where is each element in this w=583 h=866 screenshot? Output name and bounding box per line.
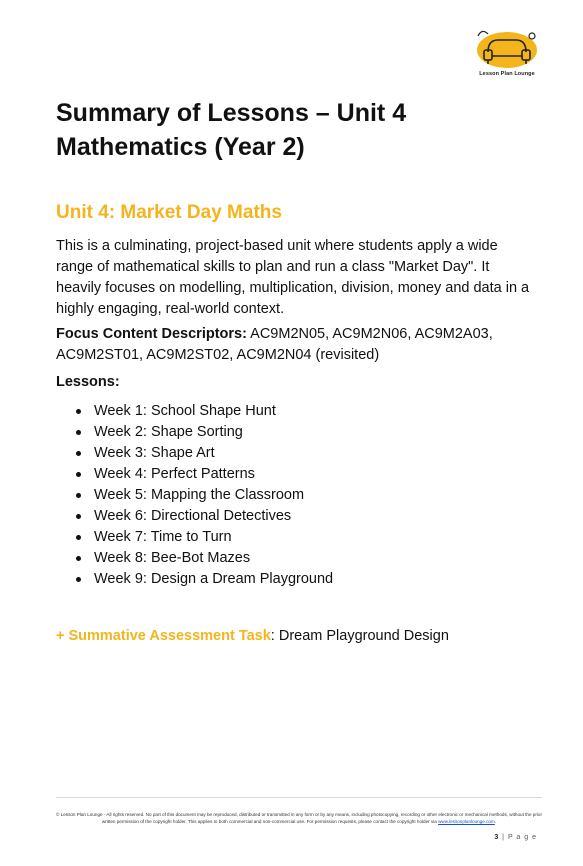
- focus-descriptors: [56, 324, 536, 366]
- lesson-label: Week 5: Mapping the Classroom: [94, 487, 305, 503]
- list-item: [56, 485, 333, 506]
- page-title: Summary of Lessons – Unit 4 Mathematics (Year 2): [56, 99, 407, 161]
- website-link[interactable]: www.lessonplanlounge.com: [438, 819, 495, 824]
- bullet-icon: [76, 409, 81, 414]
- bullet-icon: [76, 514, 81, 519]
- lesson-label: Week 4: Perfect Patterns: [94, 466, 255, 482]
- copyright-footer: [56, 811, 542, 825]
- list-item: [56, 464, 333, 485]
- bullet-icon: [76, 493, 81, 498]
- focus-descriptors-label: Focus Content Descriptors:: [56, 326, 247, 342]
- lesson-label: Week 7: Time to Turn: [94, 529, 232, 545]
- focus-descriptors-value: AC9M2N05, AC9M2N06, AC9M2A03, AC9M2ST01, AC9M2ST02, AC9M2N04 (revisited): [56, 326, 493, 363]
- footer-divider: [56, 797, 542, 798]
- lesson-label: Week 3: Shape Art: [94, 445, 215, 461]
- bullet-icon: [76, 556, 81, 561]
- bullet-icon: [76, 535, 81, 540]
- list-item: [56, 506, 333, 527]
- summative-assessment: [56, 628, 449, 644]
- page-number-label: P a g e: [507, 834, 537, 841]
- lesson-label: Week 9: Design a Dream Playground: [94, 571, 334, 587]
- bullet-icon: [76, 472, 81, 477]
- list-item: [56, 422, 333, 443]
- copyright-text: © Lesson Plan Lounge - All rights reserved. No part of this document may be reproduced, distributed or transmitted in any form or by any means, including photocopying, recording or other electronic or mechanical methods, without the prior written permission of the copyright holder. This applies to both commercial and non-commercial use. For permission requests, please contact the copyright holder via: [56, 812, 542, 824]
- sofa-logo-icon: [474, 26, 540, 70]
- summative-assessment-value: : Dream Playground Design: [270, 628, 449, 644]
- lesson-label: Week 1: School Shape Hunt: [94, 403, 276, 419]
- lesson-list: [56, 401, 333, 590]
- list-item: [56, 548, 333, 569]
- list-item: [56, 527, 333, 548]
- bullet-icon: [76, 451, 81, 456]
- page-number: [494, 834, 537, 841]
- bullet-icon: [76, 430, 81, 435]
- lesson-label: Week 2: Shape Sorting: [94, 424, 243, 440]
- list-item: [56, 443, 333, 464]
- lesson-label: Week 8: Bee-Bot Mazes: [94, 550, 251, 566]
- page-number-value: 3: [494, 834, 500, 841]
- page-number-separator: |: [499, 834, 508, 841]
- unit-heading: Unit 4: Market Day Maths: [56, 202, 282, 223]
- copyright-tail: .: [494, 819, 497, 824]
- unit-intro-paragraph: This is a culminating, project-based unit where students apply a wide range of mathematical skills to plan and run a class "Market Day". It heavily focuses on modelling, multiplication, division, money and data in a highly engaging, real-world context.: [56, 238, 530, 317]
- list-item: [56, 401, 333, 422]
- list-item: [56, 569, 333, 590]
- logo-wordmark: Lesson Plan Lounge: [479, 71, 535, 77]
- lesson-label: Week 6: Directional Detectives: [94, 508, 292, 524]
- summative-assessment-label: + Summative Assessment Task: [56, 628, 271, 644]
- lesson-plan-lounge-logo: [474, 26, 540, 84]
- lessons-label: Lessons:: [56, 374, 120, 390]
- bullet-icon: [76, 577, 81, 582]
